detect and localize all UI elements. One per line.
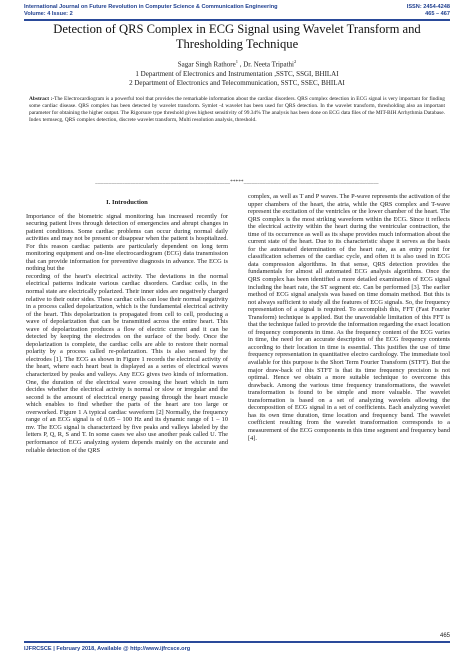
author-superscript: 1 (235, 59, 238, 64)
author-name: Sagar Singh Rathore (177, 60, 236, 69)
paper-title: Detection of QRS Complex in ECG Signal using Wavelet Transform and Thresholding Technique (53, 22, 421, 51)
page-range: 465 – 467 (425, 11, 450, 17)
issn: ISSN: 2454-4248 (406, 4, 450, 10)
affiliation-1: 1 Department of Electronics and Instrumentation ,SSTC, SSGI, BHILAI (135, 69, 339, 78)
page-number: 465 (439, 633, 450, 639)
page-header (24, 4, 450, 21)
abstract (29, 96, 445, 124)
right-column (248, 193, 450, 442)
author-line (30, 57, 444, 70)
page-footer (24, 633, 450, 652)
volume-issue: Volume: 4 Issue: 2 (24, 11, 73, 17)
abstract-label: Abstract :- (29, 96, 55, 102)
paragraph: Importance of the biometric signal monitoring has increased recently for securing patient lives through detection of emergencies and abrupt changes in patient conditions. Some cardiac problems can occur during normal daily activities and may not be present or disappear when the patient is hospitalized. For this reason cardiac patients are particularly dependent on long term monitoring equipment and on-line electrocardiogram (ECG) data transmission that can provide information for preventive diagnosis in advance. The ECG is nothing but the (26, 212, 228, 273)
footer-text: IJFRCSCE | February 2018, Available @ http://www.ijfrcsce.org (24, 645, 191, 652)
author-superscript-2: 2 (293, 59, 297, 64)
left-column (26, 191, 228, 454)
paragraph: complex, as well as T and P waves. The P-wave represents the activation of the upper chambers of the heart, the atria, while the QRS complex and T-wave represent the excitation of the ventricles or the lower chamber of the heart. The QRS complex is the most striking waveform within the ECG. Since it reflects the electrical activity within the heart during the ventricular contraction, the time of its occurrence as well as its shape provides much information about the current state of the heart. Due to its characteristic shape it serves as the basis for the automated determination of the heart rate, as an entry point for classification schemes of the cardiac cycle, and often it is also used in ECG data compression algorithms. In that sense, QRS detection provides the fundamentals for almost all automated ECG analysis algorithms. Once the QRS complex has been identified a more detailed examination of ECG signal including the heart rate, the ST segment etc. Can be performed [3]. The earlier method of ECG signal analysis was based on time domain method. But this is not always sufficient to study all the features of ECG signals. So, the frequency representation of a signal is required. To accomplish this, FFT (Fast Fourier Transform) technique is applied. But the unavoidable limitation of this FFT is that the technique failed to provide the information regarding the exact location of frequency components in time. As the frequency content of the ECG varies in time, the need for an accurate description of the ECG frequency contents according to their location in time is essential. This justifies the use of time frequency representation in quantitative electro cardiology. The immediate tool available for this purpose is the Short Term Fourier Transform (STFT). But the major draw-back of this STFT is that its time frequency precision is not optimal. Hence we obtain a more suitable technique to overcome this drawback. Among the various time frequency transformations, the wavelet transformation is found to be simple and more valuable. The wavelet transformation is based on a set of analyzing wavelets allowing the decomposition of ECG signal in a set of coefficients. Each analyzing wavelet has its own time duration, time location and frequency band. The wavelet coefficient resulting from the wavelet transformation corresponds to a measurement of the ECG components in this time segment and frequency band [4]. (248, 193, 450, 442)
section-separator: __________________________________________________*****__________________________________________________ (95, 180, 379, 185)
footer-rule (24, 641, 450, 643)
section-heading: I. Introduction (106, 199, 148, 206)
journal-name: International Journal on Future Revolution in Computer Science & Communication Engineering (24, 4, 278, 10)
abstract-text: The Electrocardiogram is a powerful tool that provides the remarkable information about the cardiac disorders. QRS complex detection in ECG signal is very important for finding some cardiac disease. QRS complex has been detected by wavelet transform. Symlet -4 wavelet has been used for QRS detection. In the wavelet transform, thresholding also an important parameter for obtaining the higher output. The Rigorsure type threshold gives highest sensitivity of 99.34% The analysis has been done on ECG data files of the MIT-BIH Arrhythmia Database. Index termsecg, QRS complex detection, discrete wavelet transform, Multi resolution analysis, threshold. (29, 96, 446, 123)
paragraph: recording of the heart's electrical activity. The deviations in the normal electrical patterns indicate various cardiac disorders. Cardiac cells, in the normal state are electrically polarized. Their inner sides are negatively charged relative to their outer sides. These cardiac cells can lose their normal negativity in a process called depolarization, which is the fundamental electrical activity of the heart. This depolarization is propagated from cell to cell, producing a wave of depolarization that can be transmitted across the entire heart. This wave of depolarization produces a flow of electric current and it can be detected by keeping the electrodes on the surface of the body. Once the depolarization is complete, the cardiac cells are able to restore their normal polarity by a process called re-polarization. This is also sensed by the electrodes [1]. The ECG as shown in Figure 1 records the electrical activity of the heart, where each heart beat is displayed as a series of electrical waves characterized by peaks and valleys. Any ECG gives two kinds of information. One, the duration of the electrical wave crossing the heart which in turn decides whether the electrical activity is normal or slow or irregular and the second is the amount of electrical energy passing through the heart muscle which enables to find whether the parts of the heart are too large or overworked. Figure 1 A typical cardiac waveform [2] Normally, the frequency range of an ECG signal is of 0.05 – 100 Hz and its dynamic range of 1 – 10 mv. The ECG signal is characterized by five peaks and valleys labeled by the letters P, Q, R, S and T. In some cases we also use another peak called U. The performance of ECG analyzing system depends mainly on the accurate and reliable detection of the QRS (26, 272, 228, 454)
author-name-2: , Dr. Neeta Tripathi (237, 60, 294, 69)
header-rule (24, 19, 450, 21)
author-block (30, 57, 444, 89)
affiliation-2: 2 Department of Electronics and Telecommunication, SSTC, SSEC, BHILAI (129, 79, 345, 88)
